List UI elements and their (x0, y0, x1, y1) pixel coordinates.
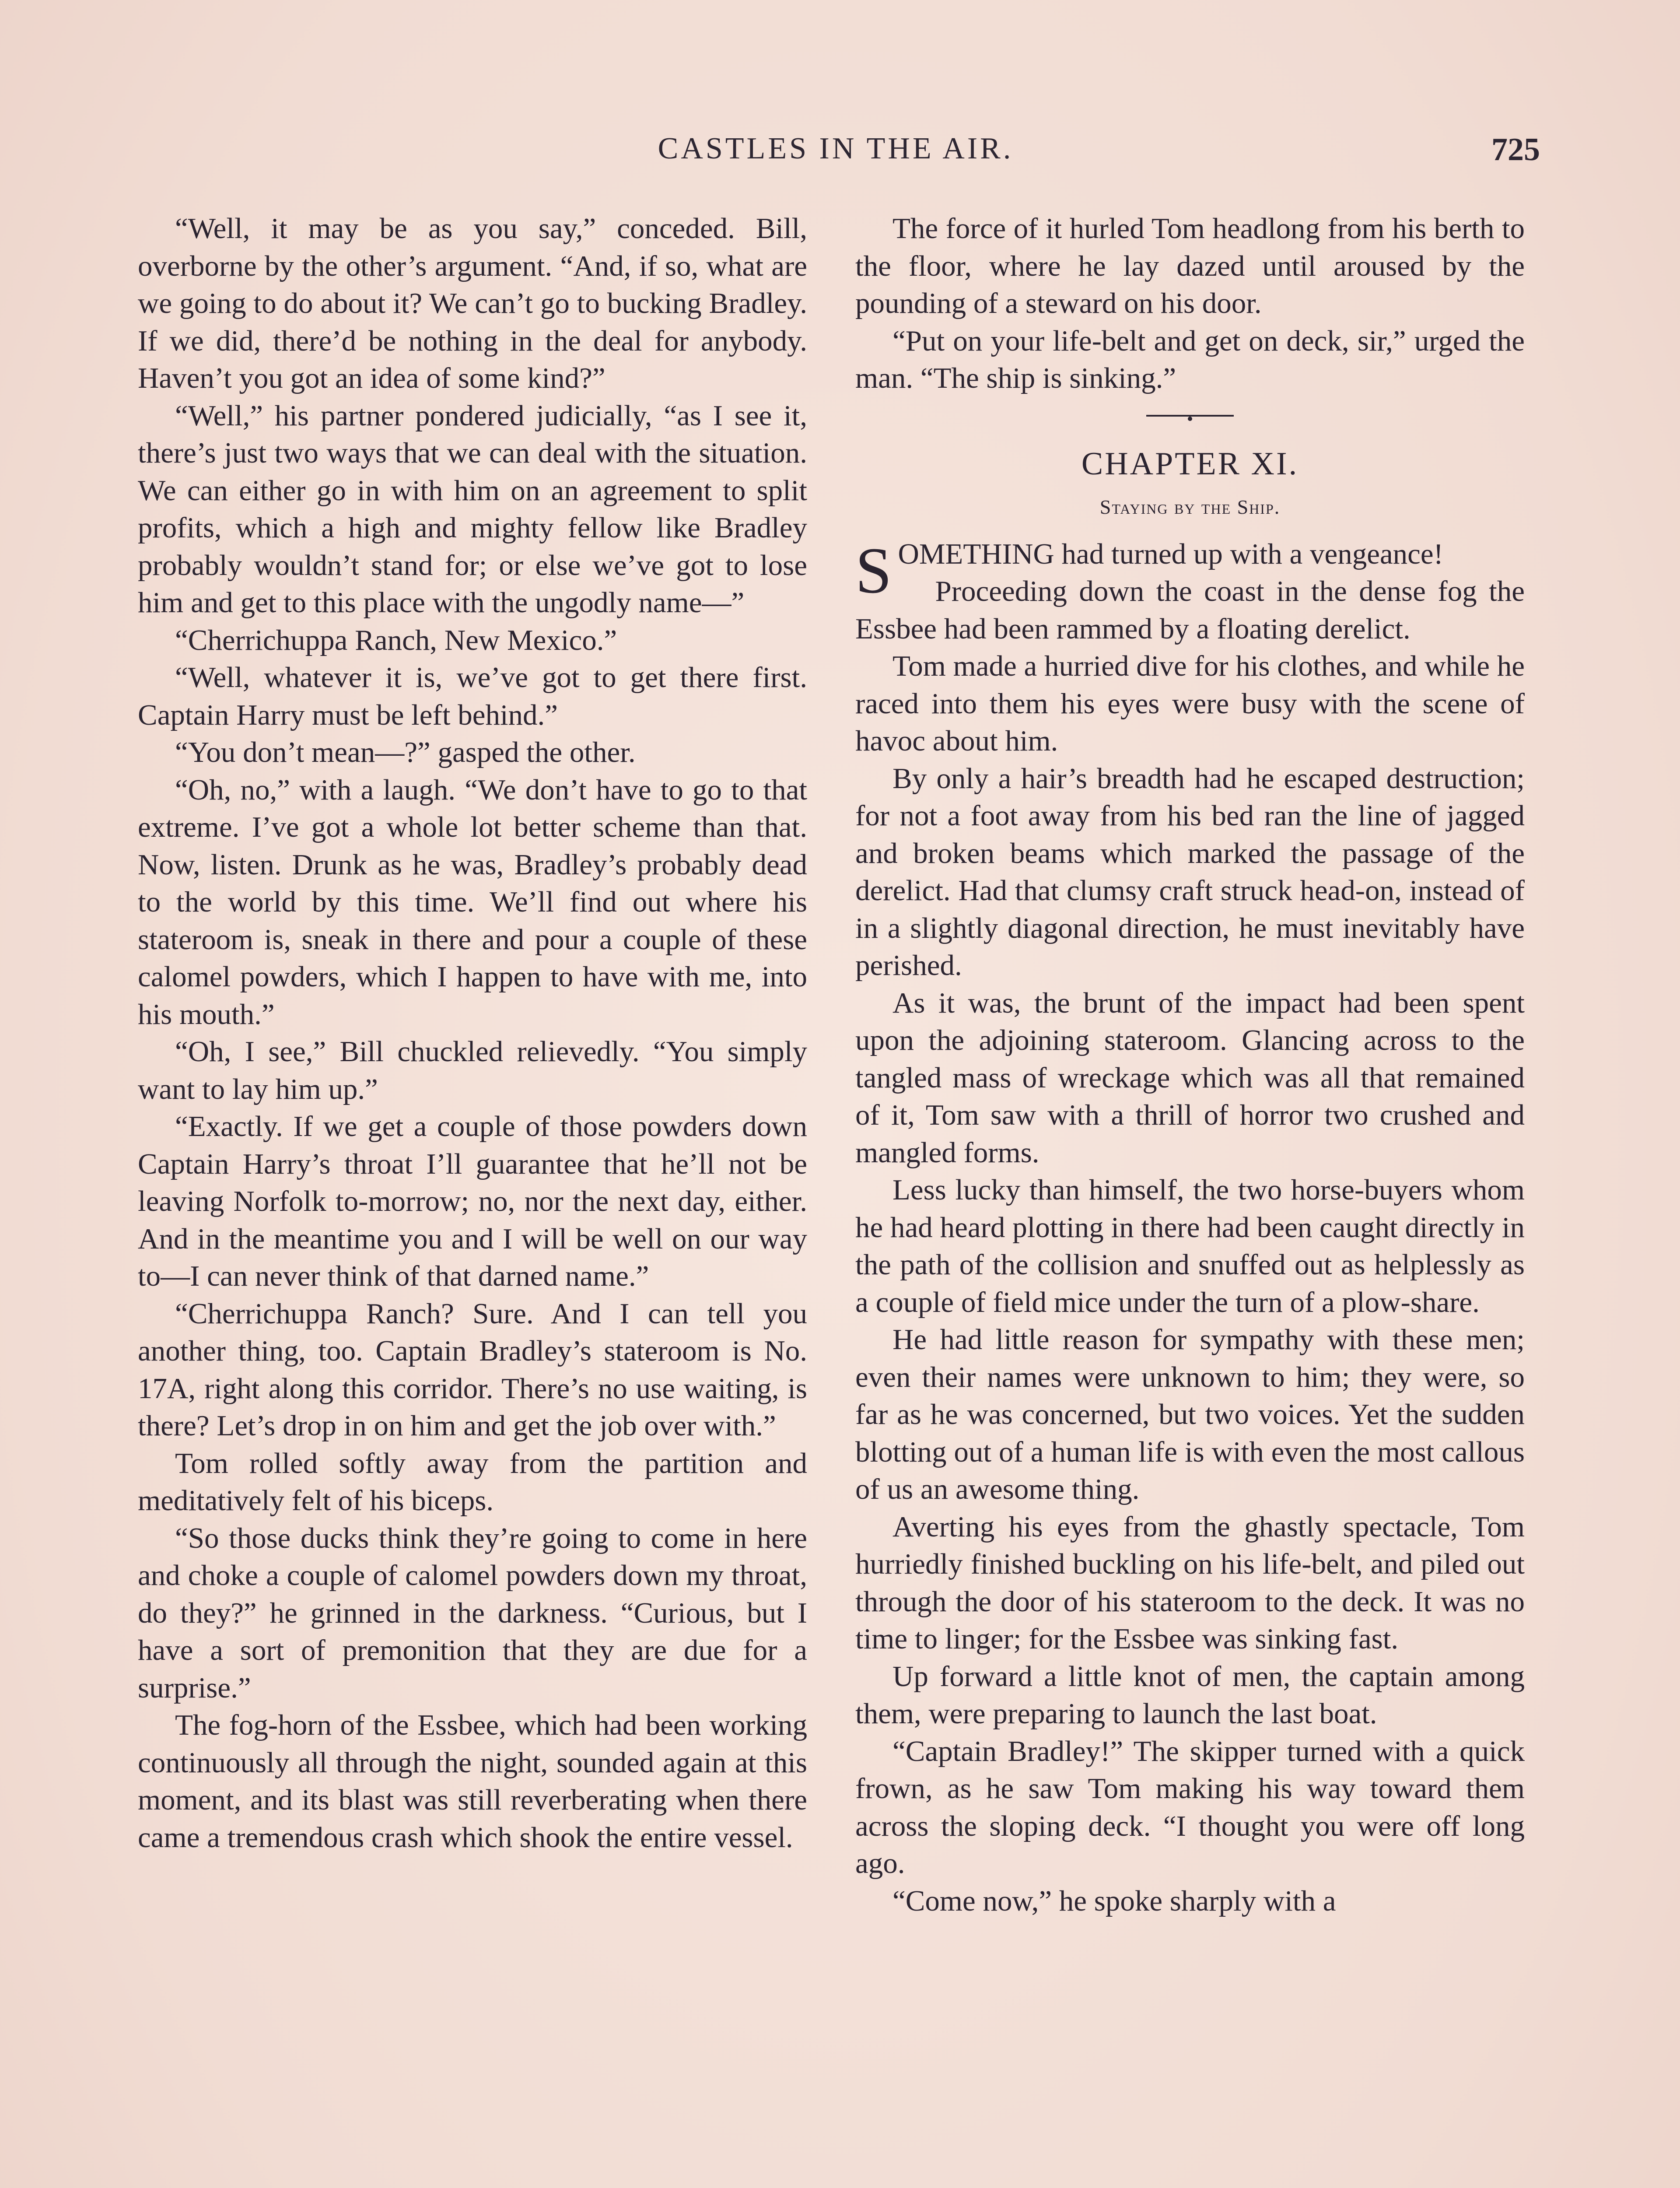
paragraph: Proceeding down the coast in the dense fog the Essbee had been rammed by a floating derelict. (855, 575, 1525, 645)
paragraph: “You don’t mean—?” gasped the other. (175, 736, 636, 768)
paragraph: “Well, whatever it is, we’ve got to get there first. Captain Harry must be left behind.” (138, 661, 807, 731)
paragraph: “Captain Bradley!” The skipper turned with a quick frown, as he saw Tom making his way toward them across the sloping deck. “I thought you were off long ago. (855, 1735, 1525, 1879)
chapter-opening-paragraph (855, 534, 1525, 607)
paragraph: “Cherrichuppa Ranch, New Mexico.” (175, 624, 617, 656)
left-column (138, 210, 807, 1856)
page-number: 725 (1491, 132, 1540, 168)
paragraph: “Put on your life-belt and get on deck, sir,” urged the man. “The ship is sinking.” (855, 324, 1525, 394)
divider-dot (1188, 417, 1192, 421)
paragraph: “Oh, I see,” Bill chuckled relievedly. “You simply want to lay him up.” (138, 1035, 807, 1105)
paragraph: Averting his eyes from the ghastly spectacle, Tom hurriedly finished buckling on his life-belt, and piled out through the door of his stateroom to the deck. It was no time to linger; for the Essbee was sinking fast. (855, 1510, 1525, 1655)
paragraph: Tom rolled softly away from the partition and meditatively felt of his biceps. (138, 1447, 807, 1517)
chapter-title: CHAPTER XI. (1081, 445, 1299, 482)
right-column (855, 210, 1525, 1920)
paragraph: “Cherrichuppa Ranch? Sure. And I can tell you another thing, too. Captain Bradley’s stateroom is No. 17A, right along this corridor. There’s no use waiting, is there? Let’s drop in on him and get the job over with.” (138, 1297, 807, 1442)
paragraph: As it was, the brunt of the impact had been spent upon the adjoining stateroom. Glancing across to the tangled mass of wreckage which was all that remained of it, Tom saw with a thrill of horror two crushed and mangled forms. (855, 986, 1525, 1169)
paragraph: The fog-horn of the Essbee, which had been working continuously all through the night, sounded again at this moment, and its blast was still reverberating when there came a tremendous crash which shook the entire vessel. (138, 1709, 807, 1854)
paragraph: He had little reason for sympathy with these men; even their names were unknown to him; they were, so far as he was concerned, but two voices. Yet the sudden blotting out of a human life is with even the most callous of us an awesome thing. (855, 1323, 1525, 1505)
running-title: CASTLES IN THE AIR. (658, 132, 1014, 165)
paragraph: “Come now,” he spoke sharply with a (892, 1884, 1336, 1917)
paragraph: By only a hair’s breadth had he escaped destruction; for not a foot away from his bed ran the line of jagged and broken beams which marked the passage of the derelict. Had that clumsy craft struck head-on, instead of in a slightly diagonal direction, he must inevitably have perished. (855, 762, 1525, 982)
paragraph: “Well, it may be as you say,” conceded. Bill, overborne by the other’s argument. “And, if so, what are we going to do about it? We can’t go to bucking Bradley. If we did, there’d be nothing in the deal for anybody. Haven’t you got an idea of some kind?” (138, 212, 807, 394)
paragraph: “So those ducks think they’re going to come in here and choke a couple of calomel powders down my throat, do they?” he grinned in the darkness. “Curious, but I have a sort of premonition that they are due for a surprise.” (138, 1522, 807, 1704)
opening-text: OMETHING had turned up with a vengeance! (898, 537, 1443, 570)
paragraph: “Exactly. If we get a couple of those powders down Captain Harry’s throat I’ll guarantee that he’ll not be leaving Norfolk to-morrow; no, nor the next day, either. And in the meantime you and I will be well on our way to—I can never think of that darned name.” (138, 1110, 807, 1292)
section-divider (855, 397, 1525, 437)
paragraph: “Well,” his partner pondered judicially, “as I see it, there’s just two ways that we can deal with the situation. We can either go in with him on an agreement to split profits, which a high and mighty fellow like Bradley probably wouldn’t stand for; or else we’ve got to lose him and get to this place with the ungodly name—” (138, 399, 807, 619)
drop-cap: S (855, 534, 892, 607)
divider-rule (1146, 415, 1234, 417)
running-header (131, 131, 1540, 179)
chapter-subtitle: Staying by the Ship. (1099, 495, 1281, 518)
paragraph: “Oh, no,” with a laugh. “We don’t have to go to that extreme. I’ve got a whole lot better scheme than that. Now, listen. Drunk as he was, Bradley’s probably dead to the world by this time. We’ll find out where his stateroom is, sneak in there and pour a couple of these calomel powders, which I happen to have with me, into his mouth.” (138, 773, 807, 1031)
paragraph: Less lucky than himself, the two horse-buyers whom he had heard plotting in there had been caught directly in the path of the collision and snuffed out as helplessly as a couple of field mice under the turn of a plow-share. (855, 1174, 1525, 1318)
paragraph: Up forward a little knot of men, the captain among them, were preparing to launch the last boat. (855, 1660, 1525, 1730)
paragraph: The force of it hurled Tom headlong from his berth to the floor, where he lay dazed until aroused by the pounding of a steward on his door. (855, 212, 1525, 319)
paragraph: Tom made a hurried dive for his clothes, and while he raced into them his eyes were busy with the scene of havoc about him. (855, 650, 1525, 757)
